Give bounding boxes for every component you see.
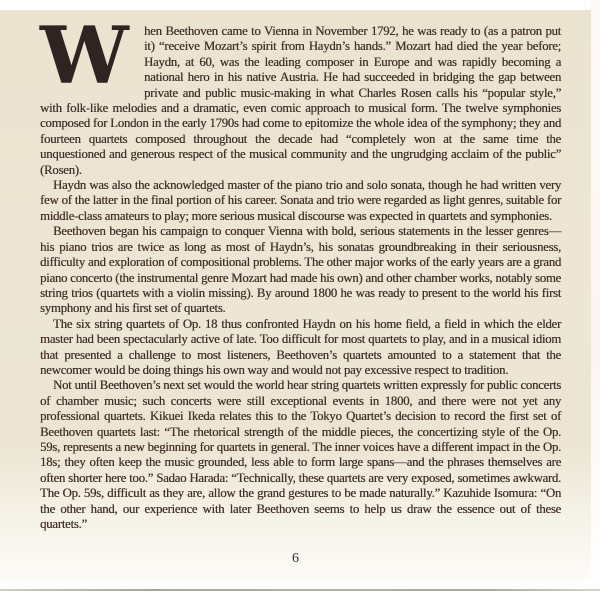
paragraph-1 bbox=[40, 9, 561, 178]
page-surface bbox=[0, 10, 591, 582]
scan-bottom-edge-line bbox=[0, 589, 600, 591]
scan-right-edge bbox=[591, 0, 600, 598]
page-number: 6 bbox=[292, 551, 299, 566]
paragraph-1-text: hen Beethoven came to Vienna in November 1792, he was ready to (as a patron put it) “receive Mozart’s spirit from Haydn’s hands.” Mozart had died the year before; Haydn, at 60, was the leading composer in Europe and was rapidly becoming a national hero in his native Austria. He had succeeded in bridging the gap between private and public music-making in what Charles Rosen calls his “popular style,” with folk-like melodies and a dramatic, even comic approach to musical form. The twelve symphonies composed for London in the early 1790s had come to epitomize the whole idea of the symphony; they and fourteen quartets composed throughout the decade had “completely won at the same time the unquestioned and generous respect of the musical community and the ungrudging acclaim of the public” (Rosen). bbox=[40, 24, 561, 177]
drop-cap-letter: W bbox=[40, 9, 129, 102]
paragraph-2: Haydn was also the acknowledged master of the piano trio and solo sonata, though he had written very few of the latter in the final portion of his career. Sonata and trio were regarded as light genres, suitable for middle-class amateurs to play; more serious musical discourse was expected in quartets and symphonies. bbox=[40, 178, 561, 223]
paragraph-5: Not until Beethoven’s next set would the world hear string quartets written expressly for public concerts of chamber music; such concerts were still exceptional events in 1800, and there were not yet any professional quartets. Kikuei Ikeda relates this to the Tokyo Quartet’s decision to record the first set of Beethoven quartets last: “The rhetorical strength of the middle pieces, the concertizing style of the Op. 59s, represents a new beginning for quartets in general. The inner voices have a different impact in the Op. 18s; they often keep the music grounded, less able to form large spans—and the phrases themselves are often shorter here too.” Sadao Harada: “Technically, these quartets are very exposed, sometimes awkward. The Op. 59s, difficult as they are, allow the grand gestures to be made naturally.” Kazuhide Isomura: “On the other hand, our experience with later Beethoven seems to help us draw the essence out of these quartets.” bbox=[40, 378, 561, 531]
liner-notes-text bbox=[40, 9, 561, 532]
paragraph-4: The six string quartets of Op. 18 thus confronted Haydn on his home field, a field in which the elder master had been spectacularly active of late. Too difficult for most quartets to play, and in a musical idiom that presented a challenge to most listeners, Beethoven’s quartets amounted to a statement that the newcomer would be doing things his own way and would not pay excessive respect to tradition. bbox=[40, 316, 561, 377]
paragraph-3: Beethoven began his campaign to conquer Vienna with bold, serious statements in the lesser genres—his piano trios are twice as long as most of Haydn’s, his sonatas groundbreaking in their seriousness, difficulty and exploration of compositional problems. The other major works of the early years are a grand piano concerto (the instrumental genre Mozart had made his own) and other chamber works, notably some string trios (quartets with a violin missing). By around 1800 he was ready to present to the world his first symphony and his first set of quartets. bbox=[40, 224, 561, 316]
